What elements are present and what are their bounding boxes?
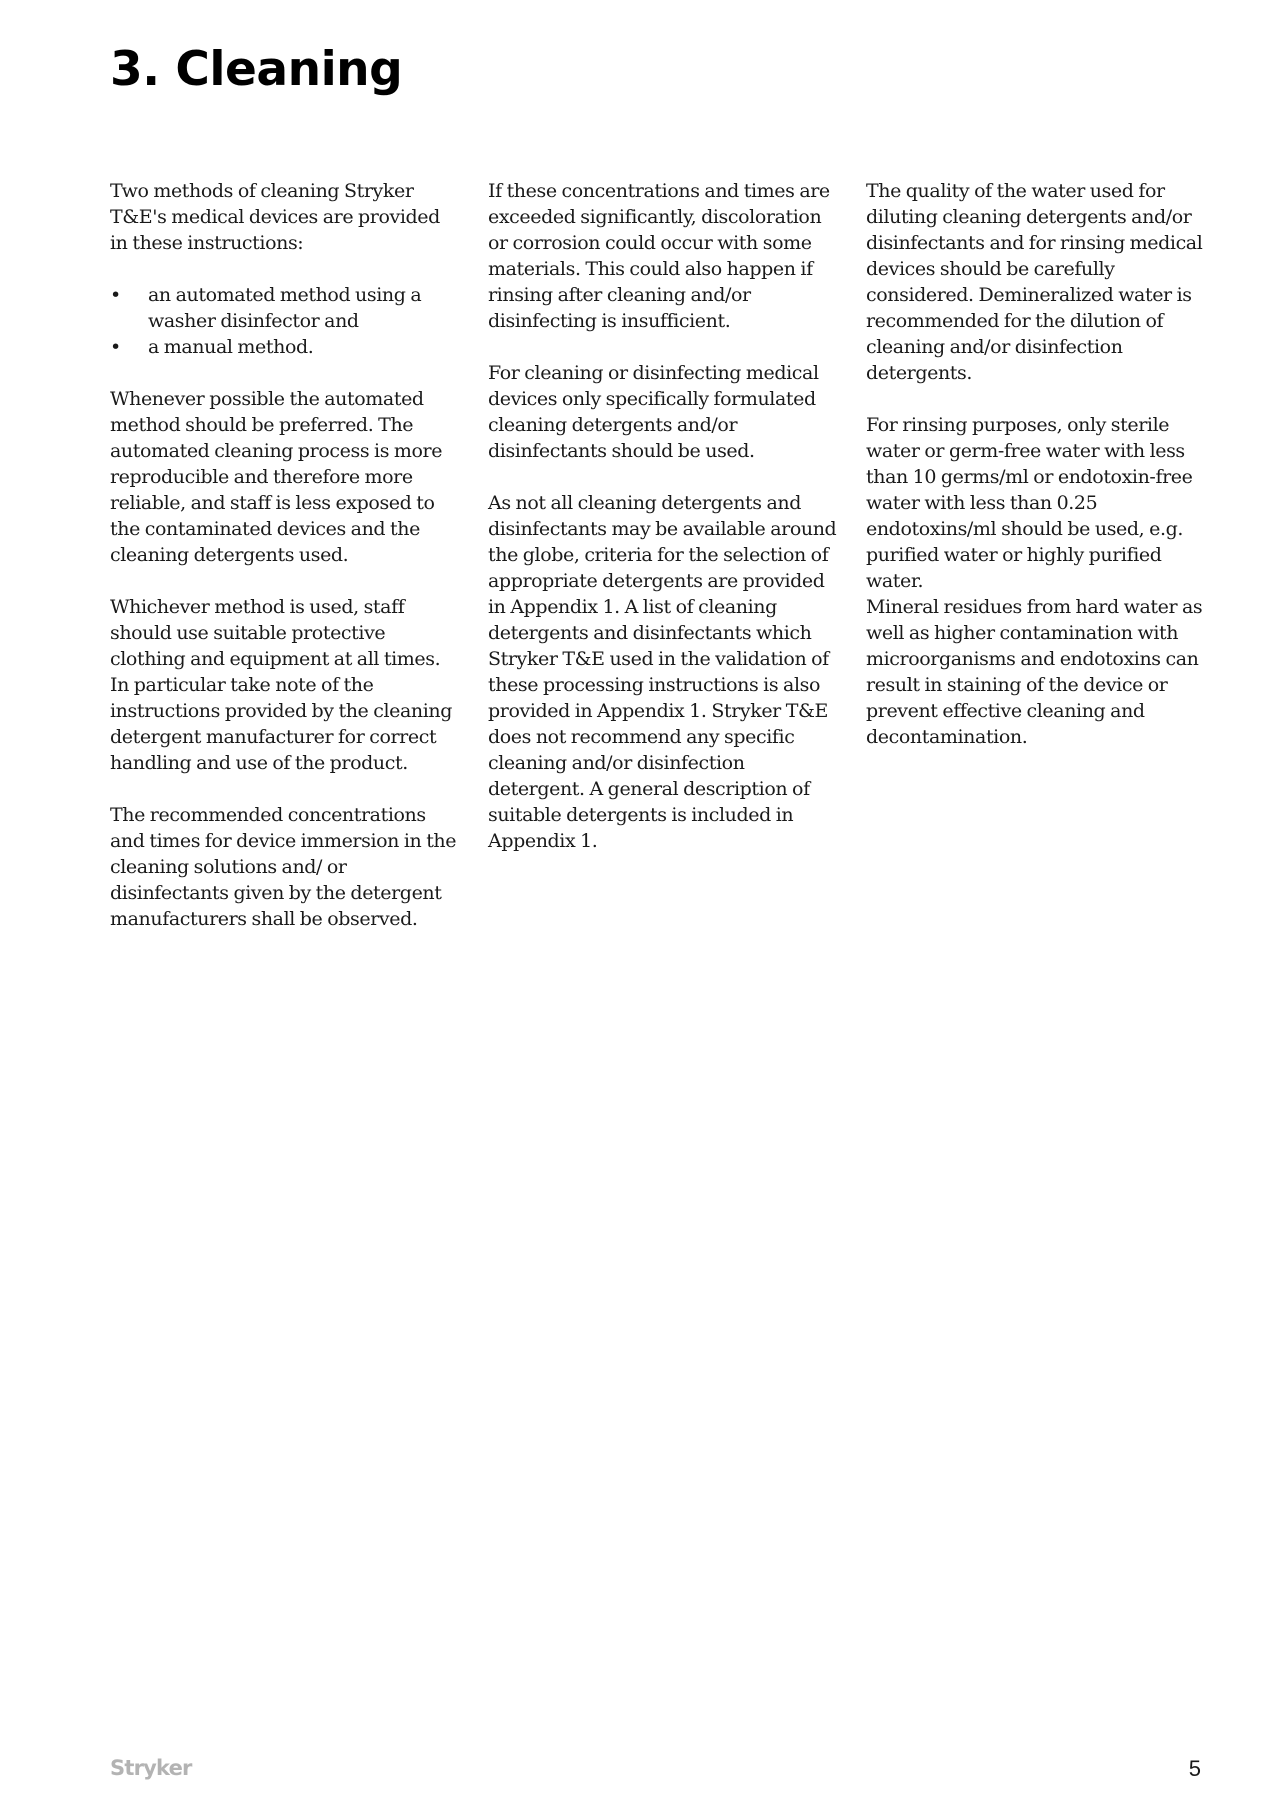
paragraph: Mineral residues from hard water as well as higher contamination with microorganisms and endotoxins can result in staining of the device or prevent effective cleaning and decontamination.	[866, 596, 1203, 748]
paragraph: If these concentrations and times are exceeded significantly, discoloration or corrosion could occur with some materials. This could also happen if rinsing after cleaning and/or disinfecting is insufficient.	[488, 180, 830, 332]
text-column-3	[866, 178, 1218, 776]
paragraph: The quality of the water used for diluting cleaning detergents and/or disinfectants and for rinsing medical devices should be carefully considered. Demineralized water is recommended for the dilution of cleaning and/or disinfection detergents.	[866, 180, 1203, 384]
text-column-1	[110, 178, 462, 958]
paragraph: The recommended concentrations and times for device immersion in the cleaning solutions and/ or disinfectants given by the detergent manufacturers shall be observed.	[110, 804, 457, 930]
list-item: • a manual method.	[110, 334, 462, 360]
bullet-list	[110, 282, 462, 360]
page-number: 5	[1188, 1756, 1201, 1781]
paragraph: As not all cleaning detergents and disinfectants may be available around the globe, criteria for the selection of appropriate detergents are provided in Appendix 1. A list of cleaning detergents and disinfectants which Stryker T&E used in the validation of these processing instructions is also provided in Appendix 1. Stryker T&E does not recommend any specific cleaning and/or disinfection detergent. A general description of suitable detergents is included in Appendix 1.	[488, 492, 837, 852]
paragraph: For cleaning or disinfecting medical devices only specifically formulated cleaning detergents and/or disinfectants should be used.	[488, 362, 819, 462]
paragraph: Whichever method is used, staff should use suitable protective clothing and equipment at all times. In particular take note of the instructions provided by the cleaning detergent manufacturer for correct handling and use of the product.	[110, 596, 453, 774]
text-column-2	[488, 178, 840, 880]
paragraph: Whenever possible the automated method should be preferred. The automated cleaning process is more reproducible and therefore more reliable, and staff is less exposed to the contaminated devices and the cleaning detergents used.	[110, 388, 443, 566]
list-item: • an automated method using a washer disinfector and	[110, 282, 462, 334]
page-title: 3. Cleaning	[110, 42, 403, 97]
paragraph: Two methods of cleaning Stryker T&E's medical devices are provided in these instructions:	[110, 180, 440, 254]
stryker-logo: Stryker	[110, 1756, 192, 1780]
paragraph: For rinsing purposes, only sterile water or germ-free water with less than 10 germs/ml or endotoxin-free water with less than 0.25 endotoxins/ml should be used, e.g. purified water or highly purified water.	[866, 414, 1193, 592]
